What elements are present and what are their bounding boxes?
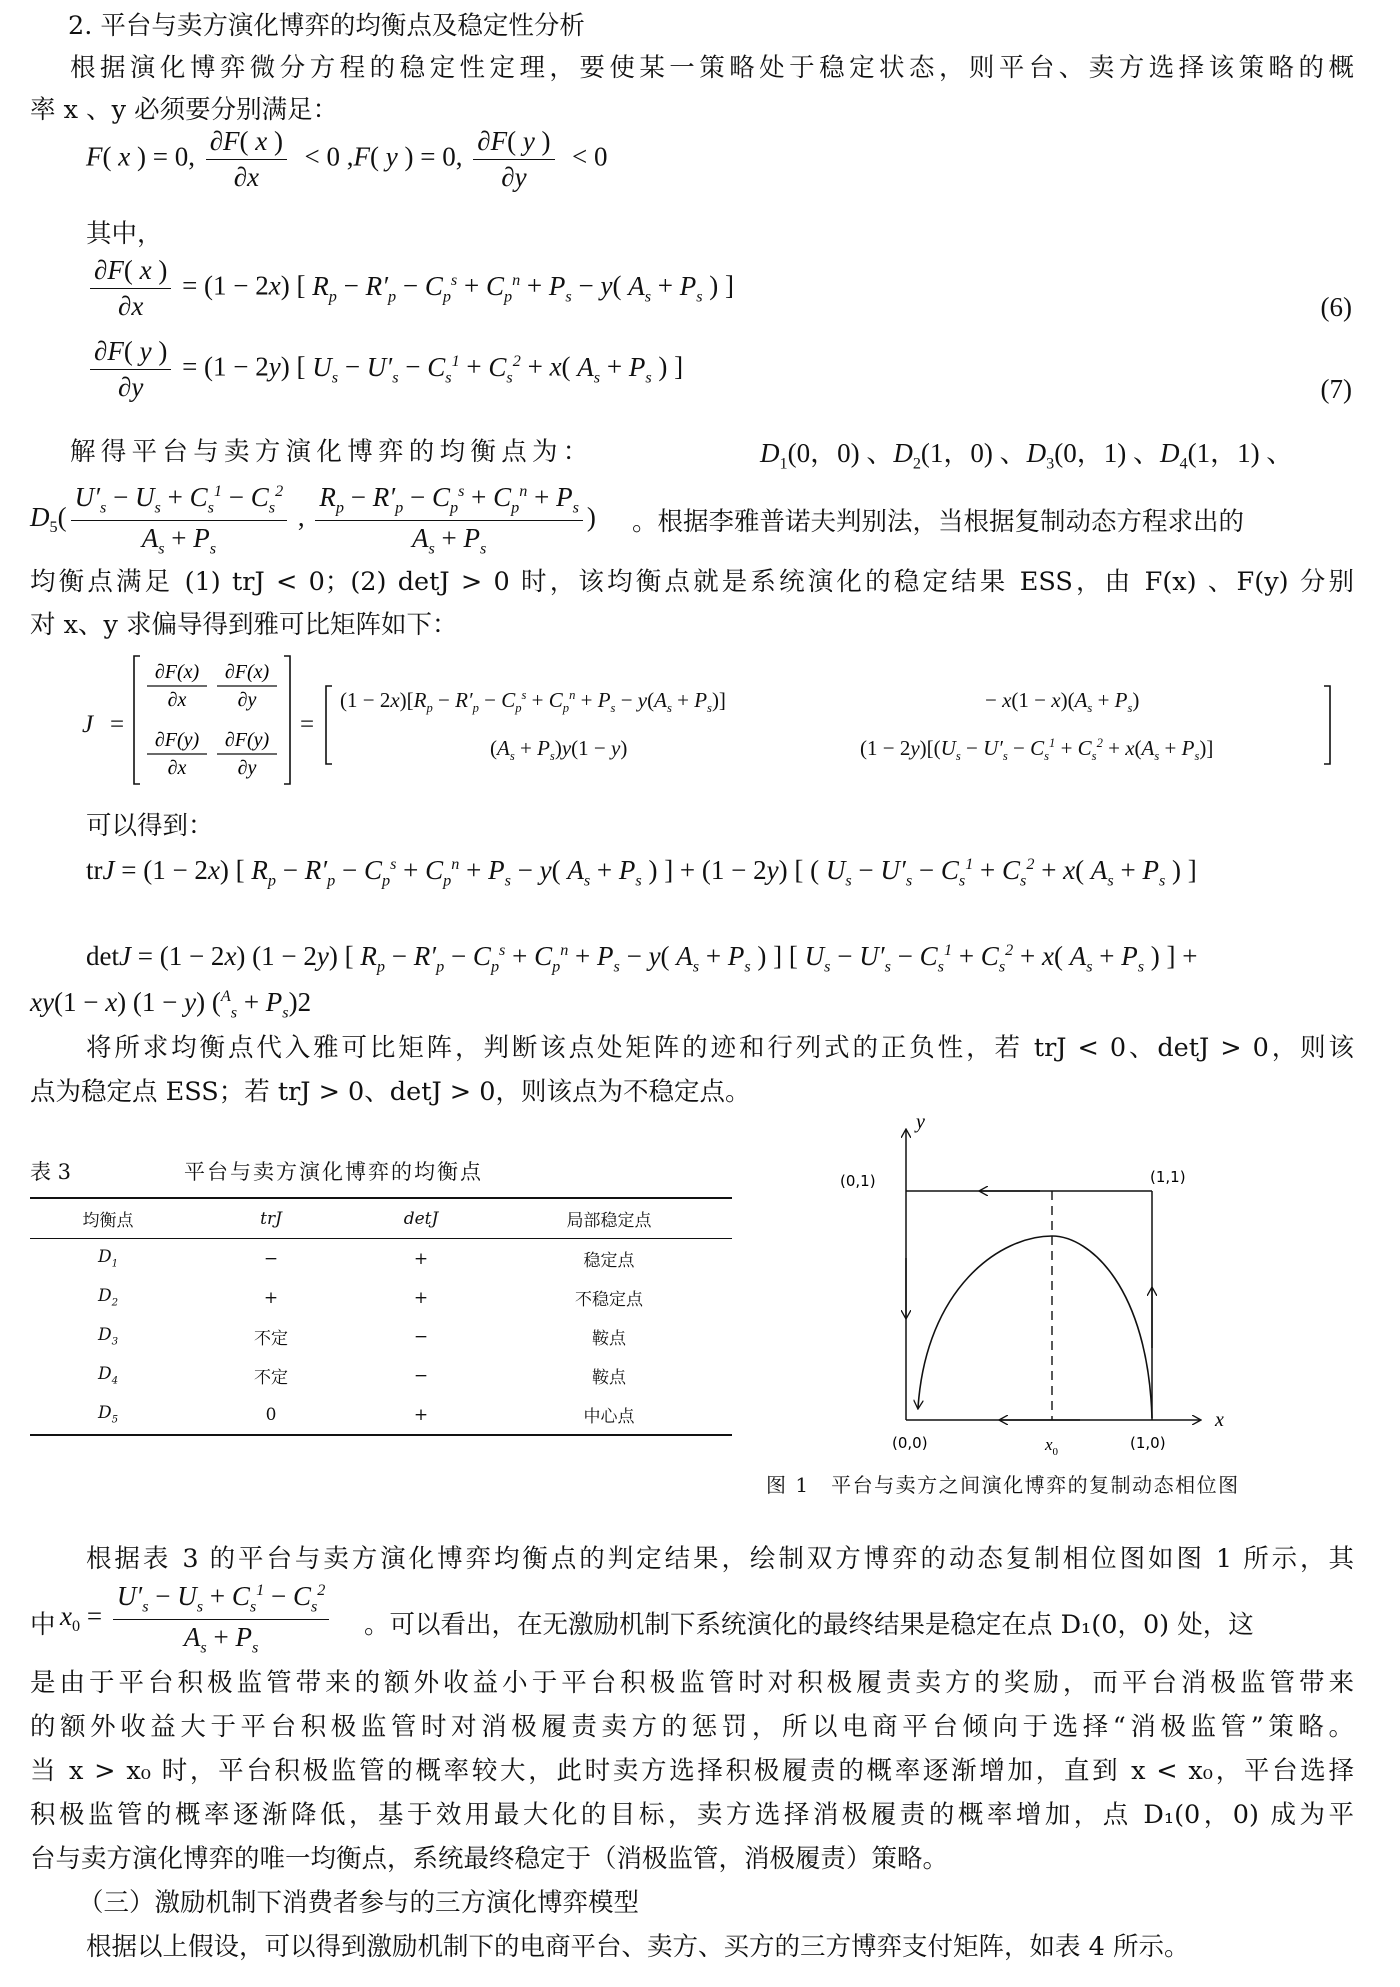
table-header: 局部稳定点 xyxy=(566,1211,652,1231)
svg-text:∂F(x): ∂F(x) xyxy=(154,661,200,683)
x-axis-label: x xyxy=(1215,1409,1224,1431)
corner-label-00: (0,0) xyxy=(892,1434,928,1452)
equation-6-number: (6) xyxy=(1320,292,1352,322)
corner-label-01: (0,1) xyxy=(840,1172,876,1190)
table-cell-det: + xyxy=(413,1404,429,1425)
svg-text:∂F(y): ∂F(y) xyxy=(224,729,270,751)
para5: 根据以上假设，可以得到激励机制下的电商平台、卖方、买方的三方博弈支付矩阵，如表 4 所示。 xyxy=(86,1932,1190,1962)
svg-text:∂F(x): ∂F(x) xyxy=(224,661,270,683)
subsection-heading: （三）激励机制下消费者参与的三方演化博弈模型 xyxy=(78,1888,640,1918)
x0-label-sub: 0 xyxy=(1052,1446,1059,1458)
para3-line2: 点为稳定点 ESS；若 trJ > 0、detJ > 0，则该点为不稳定点。 xyxy=(30,1077,751,1107)
table-header: trJ xyxy=(260,1208,282,1229)
equation-7: $\frac{\partial F( y )}{\partial y}$ = (1 − 2y) [ $U_s - U'_s - C_s^1 + C_s^2 + x$( $A_s + P_s$ ) ] xyxy=(86,338,683,401)
svg-text:∂x: ∂x xyxy=(167,757,187,779)
table-row xyxy=(30,1395,732,1435)
svg-text:∂F(y): ∂F(y) xyxy=(154,729,200,751)
table-cell-tr: 0 xyxy=(265,1404,277,1425)
x0-definition: $x_0$ = $\frac{U'_s - U_s + C_s^1 - C_s^2}{A_s + P_s}$ xyxy=(60,1582,333,1655)
corner-label-11: (1,1) xyxy=(1150,1168,1186,1186)
table-cell-point-sub: 1 xyxy=(111,1258,119,1270)
para2-line1: 解得平台与卖方演化博弈的均衡点为： xyxy=(70,437,594,467)
qizhong: 其中， xyxy=(86,219,163,249)
phase-trajectory-curve xyxy=(918,1236,1152,1418)
table-cell-stability: 鞍点 xyxy=(592,1329,626,1349)
table-row xyxy=(30,1278,732,1317)
para1-line1: 根据演化博弈微分方程的稳定性定理，要使某一策略处于稳定状态，则平台、卖方选择该策略的概 xyxy=(70,53,1354,83)
equation-6: $\frac{\partial F( x )}{\partial x}$ = (1 − 2x) [ $R_p - R'_p - C_p^s + C_p^n + P_s - y$( $A_s + P_s$ ) ] xyxy=(86,257,734,320)
table-cell-stability: 稳定点 xyxy=(583,1251,635,1271)
figure-1-phase-diagram xyxy=(830,1108,1270,1483)
table-cell-point-sub: 2 xyxy=(111,1297,119,1309)
equilibrium-points: $D_1(0$，0) 、$D_2(1$，0) 、$D_3(0$，1) 、$D_4(1$，1) 、 xyxy=(760,438,1294,473)
table-row xyxy=(30,1317,732,1356)
trace-equation: trJ = (1 − 2x) [ $R_p - R'_p - C_p^s + C_p^n + P_s - y$( $A_s + P_s$ ) ] + (1 − 2y) [ ( $U_s - U'_s - C_s^1 + C_s^2 + x$( $A_s + P_s$ ) ] xyxy=(86,855,1197,890)
table-row xyxy=(30,1239,732,1279)
table-cell-point: D xyxy=(97,1286,112,1307)
table-cell-det: + xyxy=(413,1248,429,1269)
partial-derivative-matrix xyxy=(132,650,292,790)
para2-line2-tail: 。根据李雅普诺夫判别法，当根据复制动态方程求出的 xyxy=(632,507,1245,537)
table-cell-point: D xyxy=(97,1247,112,1268)
table-cell-point: D xyxy=(97,1403,112,1424)
table-header: detJ xyxy=(403,1208,439,1229)
table-cell-point-sub: 5 xyxy=(111,1414,119,1426)
para4-line2-tail: 。可以看出，在无激励机制下系统演化的最终结果是稳定在点 D₁(0，0) 处，这 xyxy=(364,1610,1254,1640)
table-cell-point-sub: 3 xyxy=(111,1336,119,1348)
para4-line1: 根据表 3 的平台与卖方演化博弈均衡点的判定结果，绘制双方博弈的动态复制相位图如图 1 所示，其 xyxy=(86,1544,1354,1574)
d5-point: $D_5$( $\frac{U'_s - U_s + C_s^1 - C_s^2}{A_s + P_s}$ , $\frac{R_p - R'_p - C_p^s + C_p^n + P_s}{A_s + P_s}$ ) xyxy=(30,482,596,557)
table-cell-tr: 不定 xyxy=(254,1368,288,1388)
page: 2. 平台与卖方演化博弈的均衡点及稳定性分析 根据演化博弈微分方程的稳定性定理，要使某一策略处于稳定状态，则平台、卖方选择该策略的概 率 x 、y 必须要分别满足： F( x ) = 0, $\frac{\partial F( x )}{\partial x}$ < 0 ,F( y ) = 0, $\frac{\partial F( y )}{\partial y}$ < 0 其中， $\frac{\partial F( x )}{\partial x}$ = (1 − 2x) [ $R_p - R'_p - C_p^s + C_p^n + P_s - y$( $A_s + P_s$ ) ] (6) $\frac{\partial F( y )}{\partial y}$ = (1 − 2y) [ $U_s - U'_s - C_s^1 + C_s^2 + x$( $A_s + P_s$ ) ] (7) 解得平台与卖方演化博弈的均衡点为： $D_1(0$，0) 、$D_2(1$，0) 、$D_3(0$，1) 、$D_4(1$，1) 、 $D_5$( $\frac{U'_s - U_s + C_s^1 - C_s^2}{A_s + P_s}$ , $\frac{R_p - R'_p - C_p^s + C_p^n + P_s}{A_s + P_s}$ ) 。根据李雅普诺夫判别法，当根据复制动态方程求出的 均衡点满足 (1) trJ < 0；(2) detJ > 0 时，该均衡点就是系统演化的稳定结果 ESS，由 F(x) 、F(y) 分别 对 x、y 求偏导得到雅可比矩阵如下： J = ∂F(x) ∂x ∂F(x) ∂y ∂F(y) ∂x ∂F(y) ∂y = $(1 - 2x)[R_p - R'_p - C_p^s + C_p^n + P_s - y(A_s + P_s)]$ − $x(1 - x)(A_s + P_s)$ $(A_s + P_s)y(1 - y)$ $(1 - 2y)[(U_s - U'_s - C_s^1 + C_s^2 + x(A_s + P_s)]$ 可以得到： trJ = (1 − 2x) [ $R_p - R'_p - C_p^s + C_p^n + P_s - y$( $A_s + P_s$ ) ] + (1 − 2y) [ ( $U_s - U'_s - C_s^1 + C_s^2 + x$( $A_s + P_s$ ) ] detJ = (1 − 2x) (1 − 2y) [ $R_p - R'_p - C_p^s + C_p^n + P_s - y$( $A_s + P_s$ ) ] [ $U_s - U'_s - C_s^1 + C_s^2 + x$( $A_s + P_s$ ) ] + xy(1 − x) (1 − y) $(^A_s + P_s)2$ 将所求均衡点代入雅可比矩阵，判断该点处矩阵的迹和行列式的正负性，若 trJ < 0、detJ > 0，则该 点为稳定点 ESS；若 trJ > 0、detJ > 0，则该点为不稳定点。 表 3 平台与卖方演化博弈的均衡点 均衡点 trJ detJ 局部稳定点 $D_1$ − + 稳定点 $D_2$ + + 不稳定点 $D_3$ 不定 − 鞍点 $D_4$ 不定 − 鞍点 $D_5$ 0 + 中心点 y x (0,1) (1,1) (0,0) (1,0) $x_0$ 图 1 平台与卖方之间演化博弈的复制动态相位图 根据表 3 的平台与卖方演化博弈均衡点的判定结果，绘制双方博弈的动态复制相位图如图 1 所示，其 中 $x_0$ = $\frac{U'_s - U_s + C_s^1 - C_s^2}{A_s + P_s}$ 。可以看出，在无激励机制下系统演化的最终结果是稳定在点 D₁(0，0) 处，这 是由于平台积极监管带来的额外收益小于平台积极监管时对积极履责卖方的奖励，而平台消极监管带来 的额外收益大于平台积极监管时对消极履责卖方的惩罚，所以电商平台倾向于选择“消极监管”策略。 当 x > x₀ 时，平台积极监管的概率较大，此时卖方选择积极履责的概率逐渐增加，直到 x < x₀，平台选择 积极监管的概率逐渐降低，基于效用最大化的目标，卖方选择消极履责的概率增加，点 D₁(0，0) 成为平 台与卖方演化博弈的唯一均衡点，系统最终稳定于（消极监管，消极履责）策略。 （三）激励机制下消费者参与的三方演化博弈模型 根据以上假设，可以得到激励机制下的电商平台、卖方、买方的三方博弈支付矩阵，如表 4 所示。 xyxy=(30,11,1354,1962)
table-cell-stability: 不稳定点 xyxy=(575,1290,643,1310)
table-header: 均衡点 xyxy=(82,1211,134,1231)
table-cell-det: − xyxy=(413,1365,429,1386)
table-cell-point: D xyxy=(97,1325,112,1346)
para1-line2: 率 x 、y 必须要分别满足： xyxy=(30,95,339,125)
keyi: 可以得到： xyxy=(86,811,214,841)
table-cell-stability: 中心点 xyxy=(583,1407,635,1427)
table-cell-point-sub: 4 xyxy=(111,1375,119,1387)
table-3-caption-title: 平台与卖方演化博弈的均衡点 xyxy=(184,1160,483,1184)
corner-label-10: (1,0) xyxy=(1130,1434,1166,1452)
equation-7-number: (7) xyxy=(1320,374,1352,404)
x0-label xyxy=(1044,1435,1059,1458)
table-3-caption-no: 表 3 xyxy=(30,1160,72,1184)
para2-line4: 对 x、y 求偏导得到雅可比矩阵如下： xyxy=(30,610,458,640)
y-axis-label: y xyxy=(916,1111,925,1133)
table-cell-point: D xyxy=(97,1364,112,1385)
stability-conditions: F( x ) = 0, $\frac{\partial F( x )}{\partial x}$ < 0 ,F( y ) = 0, $\frac{\partial F( y )}{\partial y}$ < 0 xyxy=(86,126,608,192)
para2-line3: 均衡点满足 (1) trJ < 0；(2) detJ > 0 时，该均衡点就是系统演化的稳定结果 ESS，由 F(x) 、F(y) 分别 xyxy=(30,567,1354,597)
table-row xyxy=(30,1356,732,1395)
para4-line7: 台与卖方演化博弈的唯一均衡点，系统最终稳定于（消极监管，消极履责）策略。 xyxy=(30,1844,949,1874)
determinant-equation-line2: xy(1 − x) (1 − y) $(^A_s + P_s)2$ xyxy=(30,987,312,1022)
svg-text:∂y: ∂y xyxy=(237,757,257,779)
para4-line6: 积极监管的概率逐渐降低，基于效用最大化的目标，卖方选择消极履责的概率增加，点 D₁(0，0) 成为平 xyxy=(30,1800,1354,1830)
table-cell-tr: 不定 xyxy=(254,1329,288,1349)
para4-line3: 是由于平台积极监管带来的额外收益小于平台积极监管时对积极履责卖方的奖励，而平台消极监管带来 xyxy=(30,1668,1354,1698)
svg-text:∂y: ∂y xyxy=(237,689,257,711)
table-3-grid xyxy=(30,1197,732,1436)
table-cell-tr: + xyxy=(263,1287,279,1308)
para3-line1: 将所求均衡点代入雅可比矩阵，判断该点处矩阵的迹和行列式的正负性，若 trJ < 0、detJ > 0，则该 xyxy=(86,1033,1354,1063)
section-heading: 2. 平台与卖方演化博弈的均衡点及稳定性分析 xyxy=(68,11,585,41)
table-cell-det: − xyxy=(413,1326,429,1347)
svg-text:∂x: ∂x xyxy=(167,689,187,711)
x0-label-main: x xyxy=(1045,1435,1053,1454)
para4-line4: 的额外收益大于平台积极监管时对消极履责卖方的惩罚，所以电商平台倾向于选择“消极监管”策略。 xyxy=(30,1712,1354,1742)
table-cell-stability: 鞍点 xyxy=(592,1368,626,1388)
figure-1-caption: 图 1 平台与卖方之间演化博弈的复制动态相位图 xyxy=(766,1473,1240,1497)
table-cell-tr: − xyxy=(263,1248,279,1269)
table-cell-det: + xyxy=(413,1287,429,1308)
determinant-equation-line1: detJ = (1 − 2x) (1 − 2y) [ $R_p - R'_p - C_p^s + C_p^n + P_s - y$( $A_s + P_s$ ) ] [ $U_s - U'_s - C_s^1 + C_s^2 + x$( $A_s + P_s$ ) ] + xyxy=(86,941,1198,976)
para4-line5: 当 x > x₀ 时，平台积极监管的概率较大，此时卖方选择积极履责的概率逐渐增加，直到 x < x₀，平台选择 xyxy=(30,1756,1354,1786)
para4-line2-head: 中 xyxy=(30,1610,56,1640)
